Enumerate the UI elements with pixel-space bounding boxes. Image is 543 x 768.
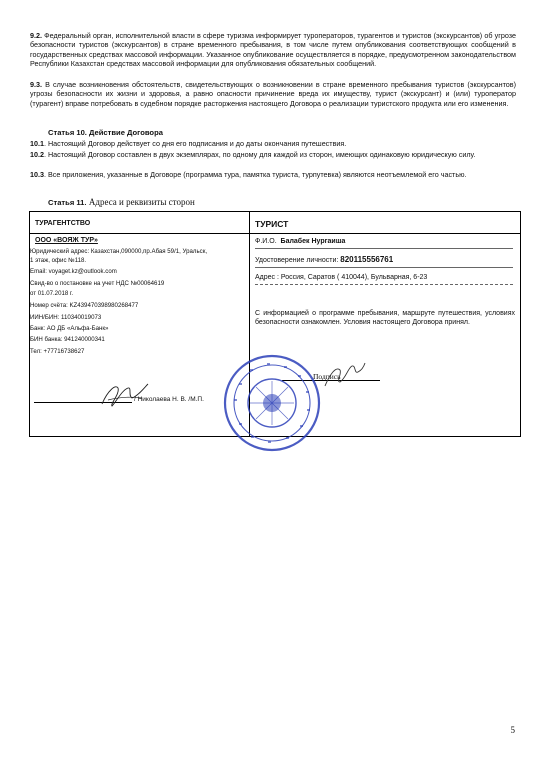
tourist-consent: С информацией о программе пребывания, маршруте путешествия, условиях безопасности ознакомлен. Условия настоящего Договора принял. xyxy=(255,310,515,326)
paragraph-number: 10.2 xyxy=(30,150,44,159)
paragraph-9-3 xyxy=(30,80,516,108)
paragraph-number: 10.3 xyxy=(30,170,44,179)
paragraph-9-2 xyxy=(30,31,516,68)
tourist-sign-label: Подпись xyxy=(313,372,341,381)
article-title: . Адреса и реквизиты сторон xyxy=(84,197,195,207)
company-seal-stamp xyxy=(222,353,322,453)
paragraph-number: 9.2. xyxy=(30,31,42,40)
agency-address-line1: Юридический адрес: Казахстан,090000,пр.Абая 59/1, Уральск, xyxy=(30,248,208,255)
paragraph-number: 9.3. xyxy=(30,80,42,89)
agency-email: Email: voyaget.kz@outlook.com xyxy=(30,268,117,275)
paragraph-text: В случае возникновения обстоятельств, свидетельствующих о возникновении в стране временного пребывания туристов (экскурсантов) угрозы безопасности их жизни и здоровья, а равно опасности причинение вреда их имуществу, турист (экскурсант) и (или) туроператор (турагент) вправе потребовать в судебном порядке расторжения настоящего Договора о реализации туристского продукта или его изменения. xyxy=(30,80,516,108)
article-10-heading: Статья 10. Действие Договора xyxy=(48,128,163,137)
agency-signer-name: / Николаева Н. В. /М.П. xyxy=(134,396,204,403)
tourist-fio xyxy=(255,238,345,245)
agency-address-line2: 1 этаж, офис №118. xyxy=(30,257,87,264)
agency-bank-bin: БИН банка: 941240000341 xyxy=(30,336,105,343)
paragraph-text: Федеральный орган, исполнительной власти в сфере туризма информирует туроператоров, турагентов и туристов (экскурсантов) об угрозе безопасности туристов (экскурсантов) в стране временного пребывания, в том числе путем опубликования соответствующих сообщений в государственных средствах массовой информации. Указанное опубликование осуществляется в порядке, предусмотренном законодательством Республики Казахстан средствах массовой информации для опубликования обязательных сообщений. xyxy=(30,31,516,68)
agency-iin: ИИН/БИН: 110340019073 xyxy=(30,314,102,321)
tourist-id xyxy=(255,255,393,264)
paragraph-text: . Настоящий Договор составлен в двух экземплярах, по одному для каждой из сторон, имеющих одинаковую юридическую силу. xyxy=(44,150,476,159)
agency-phone: Тел: +77716738627 xyxy=(30,348,85,355)
fio-value: Балабек Нургаиша xyxy=(280,238,346,245)
tourist-address: Адрес : Россия, Саратов ( 410044), Бульварная, 6-23 xyxy=(255,274,428,281)
agency-bank: Банк: АО ДБ «Альфа-Банк» xyxy=(30,325,109,332)
tourist-heading: ТУРИСТ xyxy=(255,219,289,229)
id-underline xyxy=(255,267,513,268)
agency-vat-line2: от 01.07.2018 г. xyxy=(30,290,74,297)
fio-underline xyxy=(255,248,513,249)
tourist-signature-drawing xyxy=(322,360,367,390)
agency-vat-line1: Свид-во о постановке на учет НДС №00064619 xyxy=(30,280,165,287)
agency-name: ООО «ВОЯЖ ТУР» xyxy=(35,237,98,244)
agency-signature-drawing xyxy=(98,380,153,410)
fio-label: Ф.И.О. xyxy=(255,238,277,245)
agency-account: Номер счёта: KZ439470398980268477 xyxy=(30,302,139,309)
address-underline xyxy=(255,284,513,285)
paragraph-10-3 xyxy=(30,170,516,179)
paragraph-10-1 xyxy=(30,139,516,148)
table-header-line xyxy=(30,233,520,234)
page-number: 5 xyxy=(510,725,515,735)
agency-heading: ТУРАГЕНТСТВО xyxy=(35,220,91,227)
paragraph-text: . Настоящий Договор действует со дня его подписания и до даты окончания путешествия. xyxy=(44,139,347,148)
id-value: 820115556761 xyxy=(340,255,394,264)
article-label: Статья 11 xyxy=(48,198,85,207)
article-11-heading xyxy=(48,197,195,207)
paragraph-text: . Все приложения, указанные в Договоре (программа тура, памятка туриста, турпутевка) являются неотъемлемой его частью. xyxy=(44,170,467,179)
id-label: Удостоверение личности: xyxy=(255,257,339,264)
paragraph-10-2 xyxy=(30,150,516,159)
paragraph-number: 10.1 xyxy=(30,139,44,148)
